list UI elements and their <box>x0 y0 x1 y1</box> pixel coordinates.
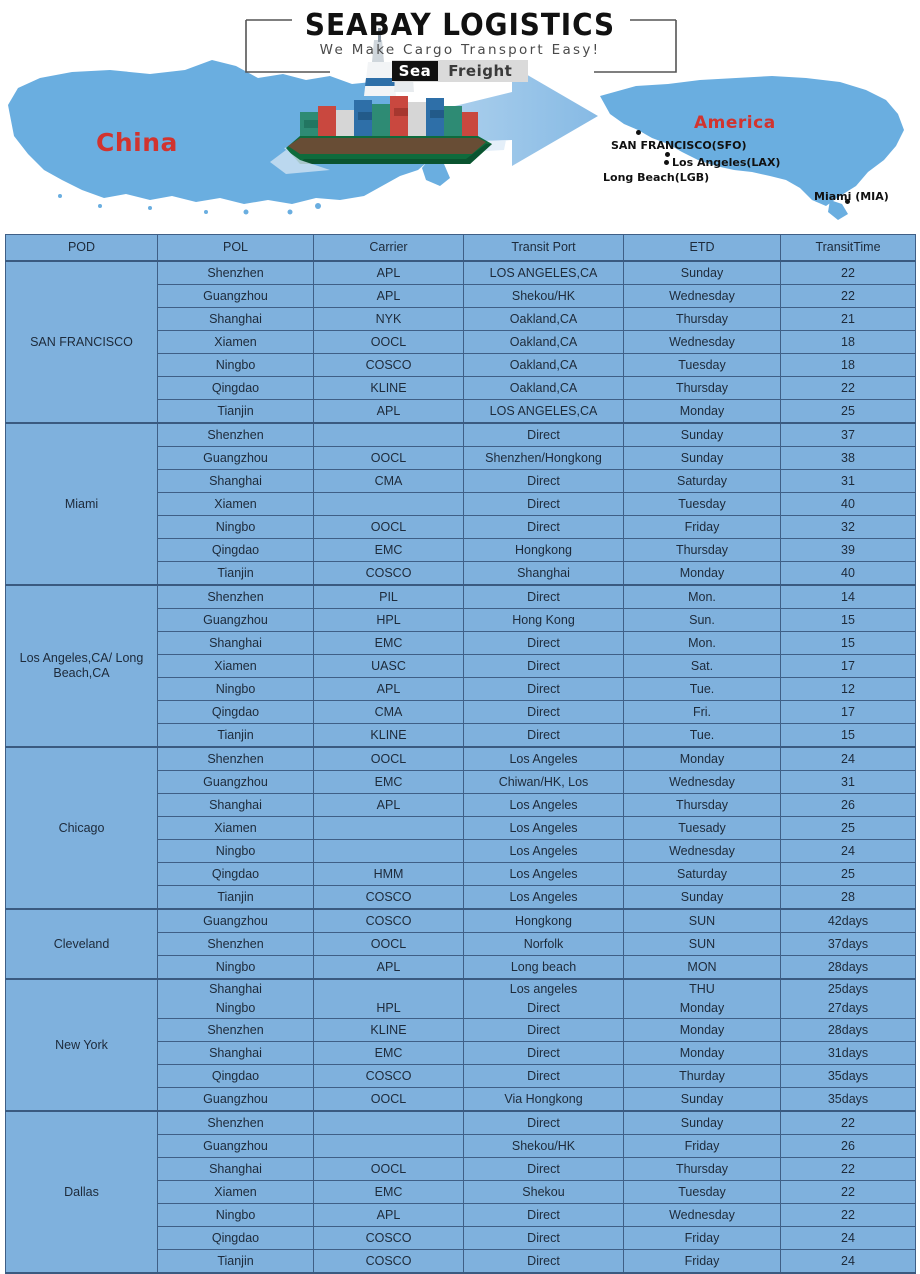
etd-cell: Monday <box>624 1042 781 1065</box>
pod-group-cell: Los Angeles,CA/ Long Beach,CA <box>6 585 158 747</box>
pod-group-cell: Dallas <box>6 1111 158 1273</box>
etd-cell: Tuesady <box>624 817 781 840</box>
pol-cell: Guangzhou <box>158 1088 314 1112</box>
transit-time-cell: 31 <box>781 771 916 794</box>
carrier-cell: KLINE <box>314 1019 464 1042</box>
table-row[interactable] <box>6 261 916 285</box>
pol-cell: Guangzhou <box>158 285 314 308</box>
carrier-cell <box>314 493 464 516</box>
transit-time-cell: 22 <box>781 1158 916 1181</box>
transit-port-cell: Shekou/HK <box>464 1135 624 1158</box>
transit-time-cell: 24 <box>781 1227 916 1250</box>
transit-port-cell: Oakland,CA <box>464 377 624 400</box>
service-mode-label <box>0 60 920 82</box>
etd-cell: Thursday <box>624 377 781 400</box>
etd-cell: Wednesday <box>624 840 781 863</box>
transit-port-cell: Direct <box>464 1111 624 1135</box>
transit-port-cell: Long beach <box>464 956 624 980</box>
carrier-cell: CMA <box>314 470 464 493</box>
etd-cell: Thursday <box>624 1158 781 1181</box>
etd-cell: Sunday <box>624 1088 781 1112</box>
pol-cell: Ningbo <box>158 678 314 701</box>
transit-port-cell: Direct <box>464 470 624 493</box>
pol-cell: Shenzhen <box>158 261 314 285</box>
pol-cell: Qingdao <box>158 1065 314 1088</box>
carrier-cell: COSCO <box>314 909 464 933</box>
carrier-cell: COSCO <box>314 1065 464 1088</box>
carrier-cell: OOCL <box>314 447 464 470</box>
etd-cell: MON <box>624 956 781 980</box>
transit-port-cell: Shanghai <box>464 562 624 586</box>
carrier-cell: COSCO <box>314 562 464 586</box>
pod-group-cell: Miami <box>6 423 158 585</box>
pol-cell: Shenzhen <box>158 747 314 771</box>
transit-port-cell: Norfolk <box>464 933 624 956</box>
transit-port-cell: Oakland,CA <box>464 331 624 354</box>
transit-port-cell: Direct <box>464 999 624 1019</box>
etd-cell: Friday <box>624 1250 781 1274</box>
pol-cell: Xiamen <box>158 1181 314 1204</box>
transit-port-cell: Direct <box>464 493 624 516</box>
carrier-cell: KLINE <box>314 377 464 400</box>
transit-port-cell: Los Angeles <box>464 840 624 863</box>
carrier-cell <box>314 1111 464 1135</box>
column-header-pol: POL <box>158 235 314 262</box>
etd-cell: Sunday <box>624 423 781 447</box>
transit-time-cell: 15 <box>781 632 916 655</box>
transit-port-cell: Hongkong <box>464 909 624 933</box>
carrier-cell <box>314 979 464 999</box>
pol-cell: Ningbo <box>158 1204 314 1227</box>
pol-cell: Shanghai <box>158 794 314 817</box>
pol-cell: Xiamen <box>158 493 314 516</box>
transit-port-cell: Shekou <box>464 1181 624 1204</box>
etd-cell: Thursday <box>624 539 781 562</box>
transit-port-cell: Direct <box>464 701 624 724</box>
pol-cell: Guangzhou <box>158 447 314 470</box>
etd-cell: Thursday <box>624 794 781 817</box>
etd-cell: Wednesday <box>624 331 781 354</box>
etd-cell: Saturday <box>624 863 781 886</box>
carrier-cell: EMC <box>314 1181 464 1204</box>
transit-time-cell: 18 <box>781 331 916 354</box>
pol-cell: Guangzhou <box>158 909 314 933</box>
transit-time-cell: 26 <box>781 794 916 817</box>
table-header-row <box>6 235 916 262</box>
transit-time-cell: 35days <box>781 1065 916 1088</box>
transit-time-cell: 22 <box>781 285 916 308</box>
transit-port-cell: Direct <box>464 516 624 539</box>
transit-port-cell: Direct <box>464 1158 624 1181</box>
map-pin-sfo-icon <box>636 130 641 135</box>
table-row[interactable] <box>6 1111 916 1135</box>
transit-time-cell: 40 <box>781 493 916 516</box>
map-pin-lgb-icon <box>664 160 669 165</box>
transit-time-cell: 24 <box>781 840 916 863</box>
carrier-cell: APL <box>314 794 464 817</box>
carrier-cell: COSCO <box>314 1250 464 1274</box>
transit-port-cell: LOS ANGELES,CA <box>464 400 624 424</box>
pol-cell: Ningbo <box>158 999 314 1019</box>
transit-time-cell: 37 <box>781 423 916 447</box>
transit-port-cell: Hong Kong <box>464 609 624 632</box>
etd-cell: SUN <box>624 909 781 933</box>
carrier-cell <box>314 1135 464 1158</box>
pod-group-cell: SAN FRANCISCO <box>6 261 158 423</box>
transit-port-cell: Los Angeles <box>464 863 624 886</box>
transit-port-cell: Oakland,CA <box>464 308 624 331</box>
column-header-pod: POD <box>6 235 158 262</box>
transit-time-cell: 22 <box>781 261 916 285</box>
etd-cell: Wednesday <box>624 285 781 308</box>
transit-port-cell: Los Angeles <box>464 747 624 771</box>
etd-cell: Sunday <box>624 447 781 470</box>
pol-cell: Ningbo <box>158 840 314 863</box>
transit-time-cell: 22 <box>781 1181 916 1204</box>
pol-cell: Tianjin <box>158 724 314 748</box>
transit-time-cell: 27days <box>781 999 916 1019</box>
transit-time-cell: 37days <box>781 933 916 956</box>
etd-cell: Sunday <box>624 261 781 285</box>
pol-cell: Shenzhen <box>158 1111 314 1135</box>
etd-cell: Sunday <box>624 886 781 910</box>
sea-badge: Sea <box>392 61 439 81</box>
carrier-cell <box>314 817 464 840</box>
transit-time-cell: 28 <box>781 886 916 910</box>
transit-time-cell: 25 <box>781 863 916 886</box>
pol-cell: Qingdao <box>158 539 314 562</box>
pod-group-cell: Chicago <box>6 747 158 909</box>
etd-cell: Monday <box>624 400 781 424</box>
transit-time-cell: 25 <box>781 817 916 840</box>
destination-country-label: America <box>694 113 776 133</box>
transit-time-cell: 22 <box>781 1111 916 1135</box>
etd-cell: Sat. <box>624 655 781 678</box>
carrier-cell: COSCO <box>314 1227 464 1250</box>
company-tagline: We Make Cargo Transport Easy! <box>319 42 601 58</box>
transit-port-cell: Direct <box>464 1065 624 1088</box>
column-header-carrier: Carrier <box>314 235 464 262</box>
table-row[interactable] <box>6 423 916 447</box>
map-pin-lax-icon <box>665 152 670 157</box>
transit-time-cell: 38 <box>781 447 916 470</box>
transit-time-cell: 25 <box>781 400 916 424</box>
transit-time-cell: 24 <box>781 747 916 771</box>
transit-port-cell: Direct <box>464 585 624 609</box>
table-header <box>6 235 916 262</box>
pol-cell: Xiamen <box>158 331 314 354</box>
pol-cell: Xiamen <box>158 655 314 678</box>
city-label-lgb: Long Beach(LGB) <box>603 171 710 184</box>
city-label-mia: Miami (MIA) <box>814 190 889 203</box>
transit-port-cell: Shekou/HK <box>464 285 624 308</box>
pol-cell: Ningbo <box>158 516 314 539</box>
transit-time-cell: 15 <box>781 609 916 632</box>
pol-cell: Tianjin <box>158 400 314 424</box>
carrier-cell: OOCL <box>314 747 464 771</box>
carrier-cell: HPL <box>314 999 464 1019</box>
pol-cell: Tianjin <box>158 1250 314 1274</box>
transit-time-cell: 25days <box>781 979 916 999</box>
transit-time-cell: 39 <box>781 539 916 562</box>
transit-port-cell: Direct <box>464 655 624 678</box>
city-label-lax: Los Angeles(LAX) <box>672 156 781 169</box>
pod-group-cell: New York <box>6 979 158 1111</box>
transit-port-cell: LOS ANGELES,CA <box>464 261 624 285</box>
promo-banner <box>0 0 920 228</box>
etd-cell: Fri. <box>624 701 781 724</box>
transit-port-cell: Direct <box>464 1227 624 1250</box>
etd-cell: Monday <box>624 747 781 771</box>
transit-time-cell: 40 <box>781 562 916 586</box>
pol-cell: Shenzhen <box>158 933 314 956</box>
column-header-transit-port: Transit Port <box>464 235 624 262</box>
etd-cell: Friday <box>624 1135 781 1158</box>
transit-time-cell: 22 <box>781 377 916 400</box>
carrier-cell: APL <box>314 285 464 308</box>
etd-cell: Tue. <box>624 678 781 701</box>
etd-cell: Tuesday <box>624 354 781 377</box>
transit-port-cell: Direct <box>464 1204 624 1227</box>
company-title: SEABAY LOGISTICS <box>304 8 616 43</box>
transit-port-cell: Direct <box>464 423 624 447</box>
etd-cell: Tuesday <box>624 1181 781 1204</box>
pol-cell: Qingdao <box>158 377 314 400</box>
etd-cell: Thurday <box>624 1065 781 1088</box>
transit-time-cell: 15 <box>781 724 916 748</box>
transit-time-cell: 21 <box>781 308 916 331</box>
pol-cell: Xiamen <box>158 817 314 840</box>
carrier-cell <box>314 423 464 447</box>
transit-port-cell: Direct <box>464 724 624 748</box>
transit-port-cell: Direct <box>464 1019 624 1042</box>
carrier-cell: COSCO <box>314 354 464 377</box>
schedule-table-container <box>5 234 915 1274</box>
pol-cell: Qingdao <box>158 1227 314 1250</box>
carrier-cell: OOCL <box>314 1088 464 1112</box>
etd-cell: THU <box>624 979 781 999</box>
pol-cell: Guangzhou <box>158 771 314 794</box>
carrier-cell: EMC <box>314 539 464 562</box>
transit-time-cell: 17 <box>781 701 916 724</box>
etd-cell: Mon. <box>624 585 781 609</box>
etd-cell: Saturday <box>624 470 781 493</box>
transit-time-cell: 14 <box>781 585 916 609</box>
transit-port-cell: Shenzhen/Hongkong <box>464 447 624 470</box>
pol-cell: Ningbo <box>158 956 314 980</box>
pol-cell: Guangzhou <box>158 609 314 632</box>
transit-time-cell: 18 <box>781 354 916 377</box>
carrier-cell: OOCL <box>314 331 464 354</box>
carrier-cell: OOCL <box>314 1158 464 1181</box>
etd-cell: Wednesday <box>624 771 781 794</box>
carrier-cell: NYK <box>314 308 464 331</box>
carrier-cell: APL <box>314 1204 464 1227</box>
carrier-cell: CMA <box>314 701 464 724</box>
transit-time-cell: 26 <box>781 1135 916 1158</box>
etd-cell: Thursday <box>624 308 781 331</box>
carrier-cell: HPL <box>314 609 464 632</box>
pol-cell: Shanghai <box>158 632 314 655</box>
etd-cell: Tuesday <box>624 493 781 516</box>
pol-cell: Qingdao <box>158 701 314 724</box>
carrier-cell <box>314 840 464 863</box>
transit-port-cell: Los Angeles <box>464 794 624 817</box>
table-row[interactable] <box>6 909 916 933</box>
etd-cell: Monday <box>624 562 781 586</box>
column-header-etd: ETD <box>624 235 781 262</box>
transit-port-cell: Los angeles <box>464 979 624 999</box>
pol-cell: Ningbo <box>158 354 314 377</box>
carrier-cell: EMC <box>314 1042 464 1065</box>
transit-port-cell: Los Angeles <box>464 817 624 840</box>
etd-cell: Sunday <box>624 1111 781 1135</box>
transit-time-cell: 17 <box>781 655 916 678</box>
carrier-cell: HMM <box>314 863 464 886</box>
transit-time-cell: 28days <box>781 1019 916 1042</box>
etd-cell: Tue. <box>624 724 781 748</box>
city-label-sfo: SAN FRANCISCO(SFO) <box>611 139 747 152</box>
table-row[interactable] <box>6 585 916 609</box>
etd-cell: Sun. <box>624 609 781 632</box>
carrier-cell: UASC <box>314 655 464 678</box>
pol-cell: Shanghai <box>158 1042 314 1065</box>
etd-cell: Wednesday <box>624 1204 781 1227</box>
pod-group-cell: Cleveland <box>6 909 158 979</box>
transit-time-cell: 35days <box>781 1088 916 1112</box>
carrier-cell: OOCL <box>314 933 464 956</box>
carrier-cell: OOCL <box>314 516 464 539</box>
transit-time-cell: 28days <box>781 956 916 980</box>
transit-port-cell: Direct <box>464 1250 624 1274</box>
carrier-cell: APL <box>314 956 464 980</box>
carrier-cell: PIL <box>314 585 464 609</box>
etd-cell: Mon. <box>624 632 781 655</box>
carrier-cell: APL <box>314 400 464 424</box>
table-body <box>6 261 916 1273</box>
transit-time-cell: 22 <box>781 1204 916 1227</box>
transit-port-cell: Hongkong <box>464 539 624 562</box>
pol-cell: Shanghai <box>158 979 314 999</box>
transit-port-cell: Direct <box>464 1042 624 1065</box>
carrier-cell: COSCO <box>314 886 464 910</box>
transit-time-cell: 24 <box>781 1250 916 1274</box>
pol-cell: Tianjin <box>158 562 314 586</box>
pol-cell: Guangzhou <box>158 1135 314 1158</box>
carrier-cell: EMC <box>314 771 464 794</box>
shipping-schedule-table <box>5 234 916 1274</box>
carrier-cell: APL <box>314 261 464 285</box>
freight-label: Freight <box>448 62 513 80</box>
table-row[interactable] <box>6 979 916 999</box>
pol-cell: Qingdao <box>158 863 314 886</box>
transit-time-cell: 31days <box>781 1042 916 1065</box>
etd-cell: SUN <box>624 933 781 956</box>
transit-port-cell: Direct <box>464 678 624 701</box>
pol-cell: Shenzhen <box>158 423 314 447</box>
pol-cell: Shanghai <box>158 1158 314 1181</box>
column-header-transit-time: TransitTime <box>781 235 916 262</box>
etd-cell: Friday <box>624 516 781 539</box>
transit-time-cell: 32 <box>781 516 916 539</box>
transit-port-cell: Chiwan/HK, Los <box>464 771 624 794</box>
carrier-cell: KLINE <box>314 724 464 748</box>
pol-cell: Shenzhen <box>158 1019 314 1042</box>
transit-port-cell: Oakland,CA <box>464 354 624 377</box>
pol-cell: Shenzhen <box>158 585 314 609</box>
pol-cell: Shanghai <box>158 308 314 331</box>
etd-cell: Monday <box>624 999 781 1019</box>
pol-cell: Tianjin <box>158 886 314 910</box>
etd-cell: Friday <box>624 1227 781 1250</box>
transit-port-cell: Los Angeles <box>464 886 624 910</box>
transit-time-cell: 12 <box>781 678 916 701</box>
table-row[interactable] <box>6 747 916 771</box>
transit-time-cell: 42days <box>781 909 916 933</box>
transit-port-cell: Direct <box>464 632 624 655</box>
transit-port-cell: Via Hongkong <box>464 1088 624 1112</box>
transit-time-cell: 31 <box>781 470 916 493</box>
carrier-cell: EMC <box>314 632 464 655</box>
carrier-cell: APL <box>314 678 464 701</box>
origin-country-label: China <box>96 128 178 157</box>
pol-cell: Shanghai <box>158 470 314 493</box>
etd-cell: Monday <box>624 1019 781 1042</box>
